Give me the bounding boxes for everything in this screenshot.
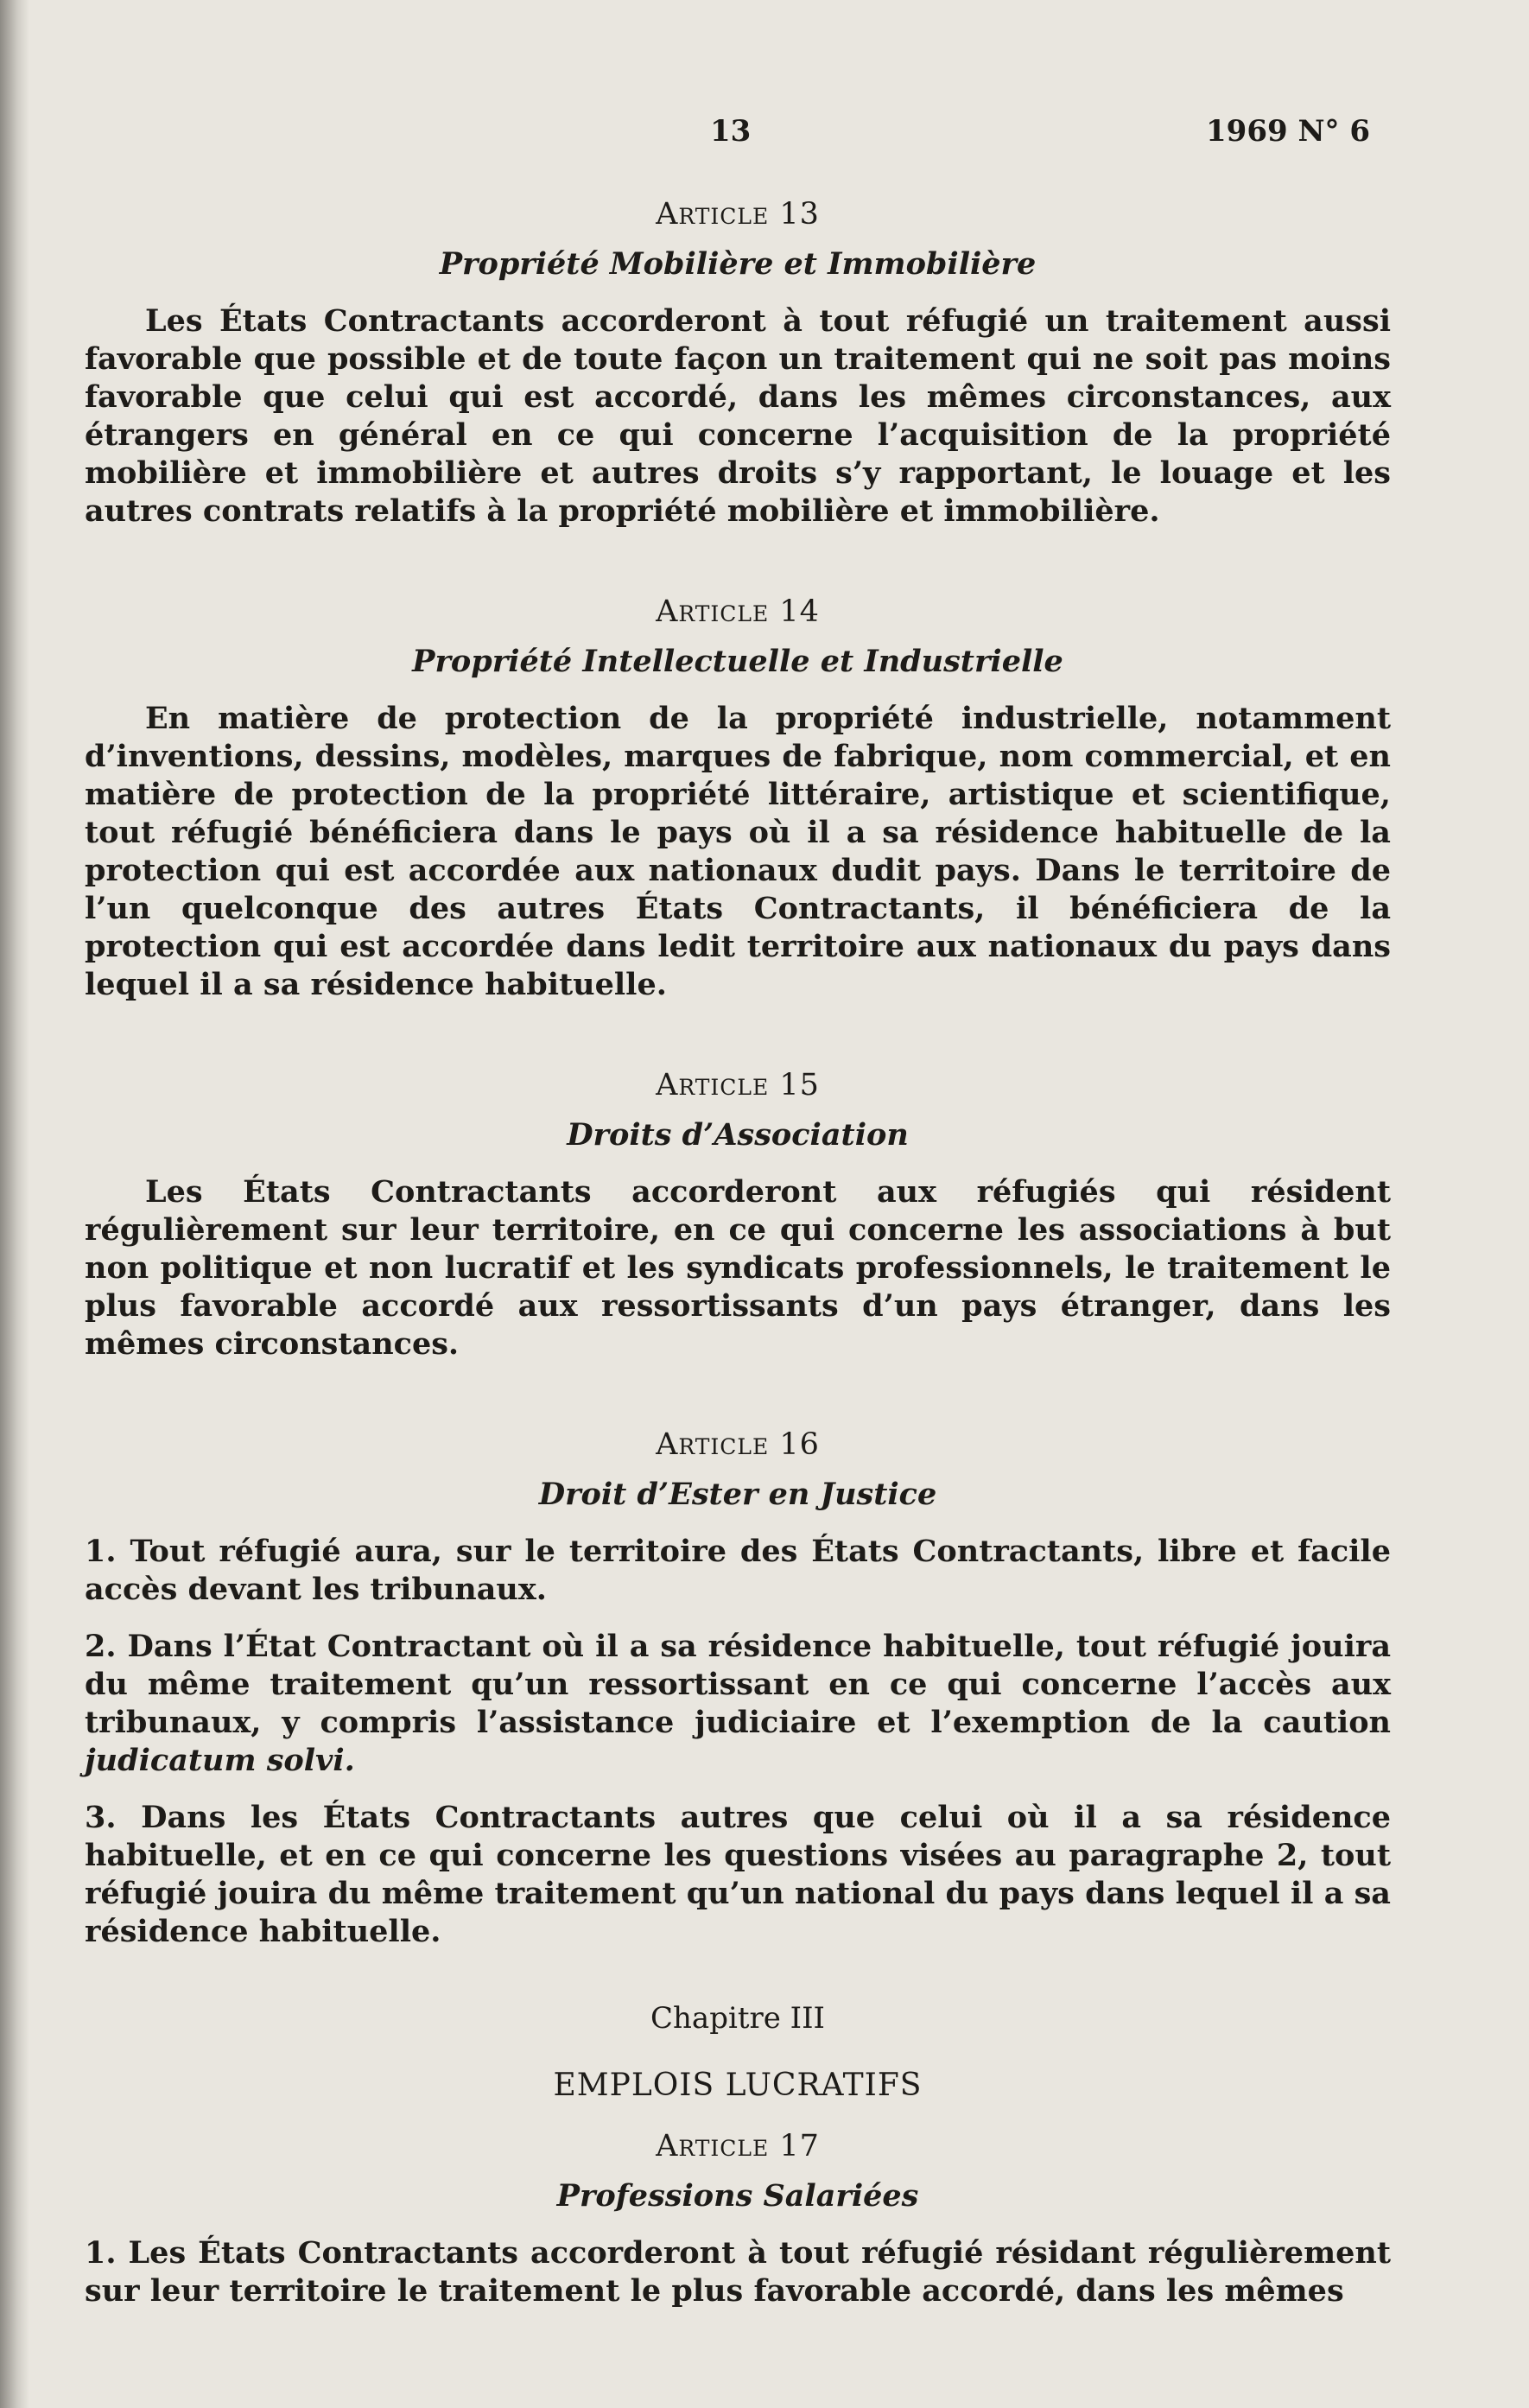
article-paragraph: En matière de protection de la propriété industrielle, notamment d’inventions, dessins, modèles, marques de fabrique, nom commercial, et en matière de protection de la propriété littéraire, artistique et scientifique, tout réfugié bénéficiera dans le pays où il a sa résidence habituelle de la protection qui est accordée aux nationaux dudit pays. Dans le territoire de l’un quelconque des autres États Contractants, il bénéficiera de la protection qui est accordée dans ledit territoire aux nationaux du pays dans lequel il a sa résidence habituelle. bbox=[85, 701, 1391, 1002]
article-title: Propriété Mobilière et Immobilière bbox=[439, 246, 1037, 282]
article-heading: Article 14 bbox=[656, 594, 820, 629]
article-title: Droits d’Association bbox=[567, 1117, 909, 1153]
article-heading: Article 15 bbox=[656, 1068, 820, 1102]
chapter-label: Chapitre III bbox=[650, 2001, 825, 2036]
article-title: Professions Salariées bbox=[556, 2178, 919, 2214]
article-paragraph: Les États Contractants accorderont à tout réfugié un traitement aussi favorable que possible et de toute façon un traitement qui ne soit pas moins favorable que celui qui est accordé, dans les mêmes circonstances, aux étrangers en général en ce qui concerne l’acquisition de la propriété mobilière et immobilière et autres droits s’y rapportant, le louage et les autres contrats relatifs à la propriété mobilière et immobilière. bbox=[85, 303, 1391, 529]
paragraph-text: 2. Dans l’État Contractant où il a sa résidence habituelle, tout réfugié jouira du même traitement qu’un ressortissant en ce qui concerne l’accès aux tribunaux, y compris l’assistance judiciaire et l’exemption de la caution bbox=[85, 1629, 1391, 1740]
journal-reference: 1969 N° 6 bbox=[1206, 114, 1371, 149]
page-content bbox=[85, 195, 1391, 2310]
article-13 bbox=[85, 195, 1391, 531]
latin-term: judicatum solvi. bbox=[85, 1743, 355, 1778]
article-17 bbox=[85, 2127, 1391, 2310]
scan-edge-shadow bbox=[0, 0, 29, 2408]
article-heading: Article 17 bbox=[656, 2129, 820, 2163]
page-number: 13 bbox=[710, 114, 752, 149]
article-title: Droit d’Ester en Justice bbox=[538, 1477, 937, 1512]
page-header bbox=[0, 114, 1529, 157]
numbered-paragraph bbox=[85, 1628, 1391, 1780]
article-15 bbox=[85, 1066, 1391, 1363]
article-14 bbox=[85, 593, 1391, 1004]
numbered-paragraph: 3. Dans les États Contractants autres que celui où il a sa résidence habituelle, et en ce qui concerne les questions visées au paragraphe 2, tout réfugié jouira du même traitement qu’un national du pays dans lequel il a sa résidence habituelle. bbox=[85, 1800, 1391, 1949]
chapter-title: EMPLOIS LUCRATIFS bbox=[553, 2068, 923, 2103]
article-heading: Article 16 bbox=[656, 1427, 820, 1462]
numbered-paragraph: 1. Les États Contractants accorderont à tout réfugié résidant régulièrement sur leur territoire le traitement le plus favorable accordé, dans les mêmes bbox=[85, 2235, 1391, 2309]
article-title: Propriété Intellectuelle et Industrielle bbox=[412, 644, 1063, 679]
article-heading: Article 13 bbox=[656, 197, 820, 232]
article-paragraph: Les États Contractants accorderont aux réfugiés qui résident régulièrement sur leur territoire, en ce qui concerne les associations à but non politique et non lucratif et les syndicats professionnels, le traitement le plus favorable accordé aux ressortissants d’un pays étranger, dans les mêmes circonstances. bbox=[85, 1174, 1391, 1362]
article-16 bbox=[85, 1426, 1391, 1951]
numbered-paragraph: 1. Tout réfugié aura, sur le territoire des États Contractants, libre et facile accès devant les tribunaux. bbox=[85, 1534, 1391, 1607]
